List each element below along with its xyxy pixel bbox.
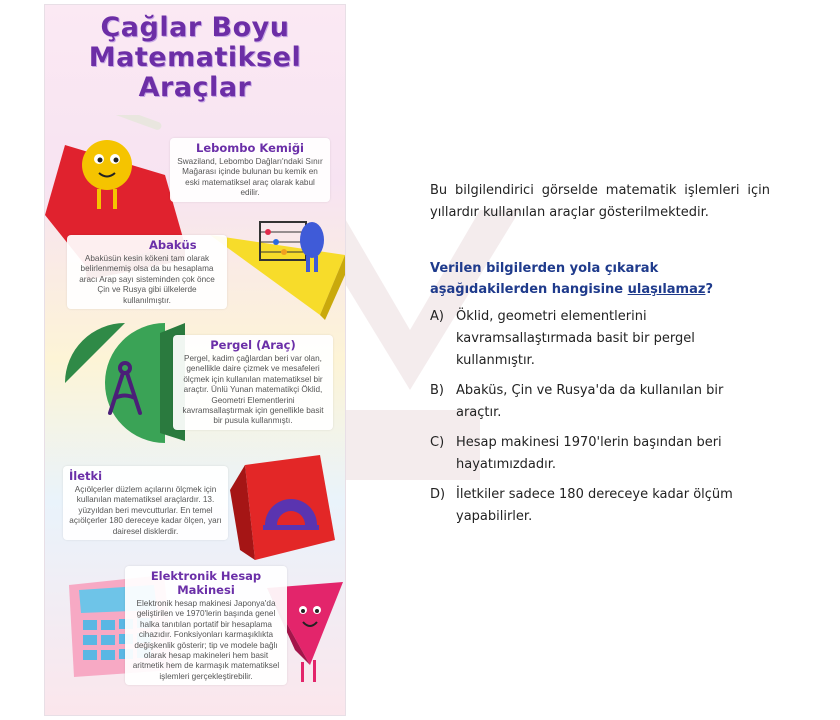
section-text: Pergel, kadim çağlardan beri var olan, genellikle daire çizmek ve mesafeleri ölçmek için kullanılan matematiksel bir araçtır. Ünlü Yunan matematikçi Öklid, Geometri Elementlerini kavramsallaştırmak için genellikle basit bir pusula kullanmıştı. — [182, 354, 324, 426]
section-lebombo-bone — [170, 138, 330, 202]
section-title: Abaküs — [149, 238, 197, 252]
option-text: İletkiler sadece 180 dereceye kadar ölçüm yapabilirler. — [456, 487, 733, 524]
section-compass — [173, 335, 333, 430]
section-title: Lebombo Kemiği — [196, 141, 304, 155]
section-text: Swaziland, Lebombo Dağları'ndaki Sınır Mağarası içinde bulunan bu kemik en eski matematiksel araç olarak kabul edilir. — [177, 157, 323, 198]
poster-title: Çağlar Boyu Matematiksel Araçlar — [88, 12, 302, 103]
section-abacus — [67, 235, 227, 309]
question-prompt: Verilen bilgilerden yola çıkarak aşağıdakilerden hangisine ulaşılamaz? — [430, 261, 713, 297]
option-label: C) — [430, 435, 445, 450]
answer-option-b[interactable] — [430, 380, 770, 424]
section-title: İletki — [69, 469, 103, 483]
option-label: D) — [430, 487, 446, 502]
question-intro: Bu bilgilendirici görselde matematik işlemleri için yıllardır kullanılan araçlar gösterilmektedir. — [430, 183, 770, 220]
section-title: Elektronik Hesap Makinesi — [150, 569, 262, 597]
protractor-illustration — [225, 455, 340, 570]
option-text: Öklid, geometri elementlerini kavramsallaştırmada basit bir pergel kullanmıştır. — [456, 309, 695, 368]
answer-options — [430, 306, 770, 536]
section-calculator — [125, 566, 287, 685]
section-text: Açıölçerler düzlem açılarını ölçmek için kullanılan matematiksel araçlardır. 13. yüzyıldan beri mevcutturlar. En temel açıölçerler 180 dereceye kadar ölçen, yarı dairesel disklerdir. — [69, 485, 222, 536]
option-text: Hesap makinesi 1970'lerin başından beri hayatımızdadır. — [456, 435, 722, 472]
option-text: Abaküs, Çin ve Rusya'da da kullanılan bir araçtır. — [456, 383, 724, 420]
section-text: Elektronik hesap makinesi Japonya'da geliştirilen ve 1970'lerin başında genel halka tanıtılan portatif bir hesaplama cihazıdır. Fonksiyonları karmaşıklıkta değişkenlik gösterir; tip ve modele bağlı olarak hesap makineleri hem basit aritmetik hem de karmaşık matematiksel işlemleri gerçekleştirebilir. — [132, 599, 280, 681]
option-label: B) — [430, 383, 444, 398]
section-protractor — [63, 466, 228, 540]
infographic-poster — [44, 4, 346, 716]
answer-option-a[interactable] — [430, 306, 770, 372]
option-label: A) — [430, 309, 444, 324]
answer-option-d[interactable] — [430, 484, 770, 528]
section-text: Abaküsün kesin kökeni tam olarak belirlenmemiş olsa da bu hesaplama aracı Arap sayı sisteminden çok önce Çin ve Rusya gibi ülkelerde kullanılmıştır. — [79, 254, 215, 305]
section-title: Pergel (Araç) — [210, 338, 296, 352]
question-keyword: ulaşılamaz — [627, 282, 706, 297]
answer-option-c[interactable] — [430, 432, 770, 476]
abacus-illustration — [210, 220, 345, 320]
